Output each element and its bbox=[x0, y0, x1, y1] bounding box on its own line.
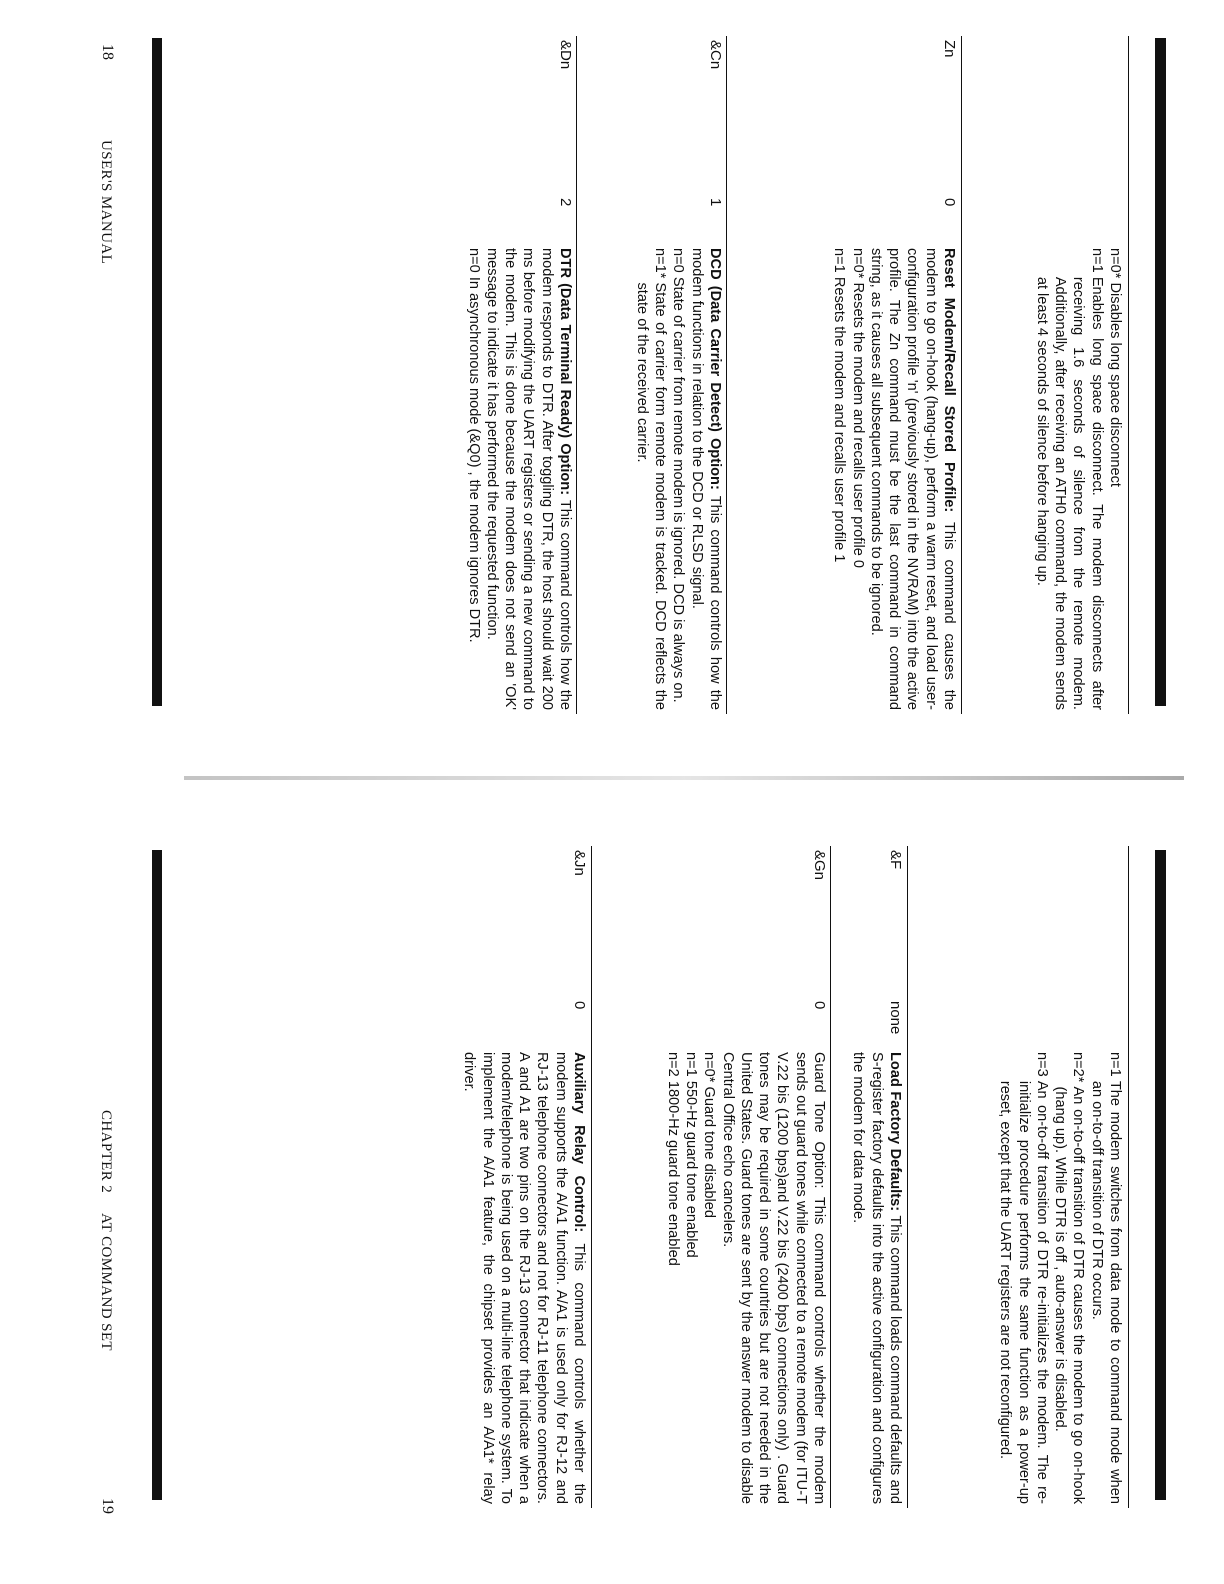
rule-zn bbox=[961, 36, 962, 714]
gutter-shadow bbox=[184, 776, 1184, 780]
page-footer: CHAPTER 2 AT COMMAND SET bbox=[98, 1110, 114, 1351]
continuation-18 bbox=[1033, 248, 1124, 710]
rule-dn bbox=[576, 36, 577, 714]
option-row: n=0 In asynchronous mode (&Q0) , the modem ignores DTR. bbox=[465, 248, 482, 643]
command-body: This command controls how the modem responds to DTR. After toggling DTR, the host should wait 200 ms before modifying the UART registers or sending a new command to the modem. This is done because the modem does not send an 'OK' message to indicate it has performed the requested function. bbox=[483, 248, 573, 710]
command-default: none bbox=[887, 1001, 904, 1035]
option-key: n=1 bbox=[1088, 248, 1105, 273]
page-18 bbox=[0, 0, 1224, 790]
command-description bbox=[830, 248, 958, 710]
option-row: n=2* An on-to-off transition of DTR causes the modem to go on-hook (hang up). While DTR is off , auto-answer is disabled. bbox=[1052, 1052, 1087, 1504]
command-body: Guard Tone Option: This command controls whether the modem sends out guard tones while connected to a remote modem (for ITU-T V.22 bis (1200 bps)and V.22 bis (2400 bps) connections only) . Guard tones may be required in some countries but are not needed in the United States. Guard tones are sent by the answer modem to disable Central Office echo cancelers. bbox=[719, 1052, 827, 1504]
option-row: n=1* State of carrier form remote modem is tracked. DCD reflects the state of the received carrier. bbox=[633, 248, 669, 710]
command-default: 0 bbox=[571, 1001, 588, 1010]
option-row: n=2 1800-Hz guard tone enabled bbox=[664, 1052, 681, 1266]
rule-gn bbox=[830, 846, 831, 1508]
option-row: n=0* Guard tone disabled bbox=[701, 1052, 718, 1218]
table-top-rule-18 bbox=[1128, 36, 1129, 714]
table-top-rule-19 bbox=[1128, 846, 1129, 1508]
command-description bbox=[464, 248, 574, 710]
command-body: This command causes the modem to go on-hook (hang-up), perform a warm reset, and load user-configuration profile 'n' (previously stored in the NVRAM) into the active profile. The Zn command must be the last command in command string, as it causes all subsequent commands to be ignored. bbox=[867, 248, 957, 710]
page-number: 19 bbox=[99, 1498, 116, 1514]
rule-cn bbox=[726, 36, 727, 714]
page-18-thick-bar-bottom bbox=[152, 38, 162, 706]
command-description bbox=[663, 1052, 828, 1504]
command-body: This command controls how the modem functions in relation to the DCD or RLSD signal. bbox=[688, 248, 723, 711]
command-code: &Cn bbox=[707, 40, 724, 70]
rule-f bbox=[907, 846, 908, 1508]
continuation-19 bbox=[996, 1052, 1124, 1504]
page-19 bbox=[0, 820, 1224, 1584]
command-description bbox=[460, 1052, 588, 1504]
command-title: Reset Modem/Recall Stored Profile: bbox=[941, 248, 957, 513]
page-footer: USER'S MANUAL bbox=[98, 140, 114, 265]
command-title: DCD (Data Carrier Detect) Option: bbox=[707, 248, 723, 490]
page-19-thick-bar bbox=[1155, 850, 1166, 1500]
command-body: This command controls whether the modem supports the A/A1 function. A/A1 is used only for RJ-12 and RJ-13 telephone connectors and not for RJ-11 telephone connectors. A and A1 are two pins on the RJ-13 connector that indicate when a modem/telephone is being used on a multi-line telephone system. To implement the A/A1 feature, the chipset provides an A/A1* relay driver. bbox=[461, 1052, 587, 1505]
command-code: &Dn bbox=[557, 40, 574, 70]
command-title: Auxiliary Relay Control: bbox=[571, 1052, 587, 1233]
rule-jn bbox=[591, 846, 592, 1508]
command-code: &Jn bbox=[571, 850, 588, 876]
command-code: &Gn bbox=[811, 850, 828, 881]
command-code: &F bbox=[887, 850, 904, 870]
page-18-thick-bar bbox=[1155, 38, 1166, 706]
option-text: Enables long space disconnect. The modem disconnects after receiving 1.6 seconds of silence from the remote modem. Additionally, after receiving an ATH0 command, the modem sends at least 4 seconds of silence before hanging up. bbox=[1033, 276, 1105, 710]
command-description bbox=[849, 1052, 904, 1504]
command-default: 1 bbox=[707, 198, 724, 207]
option-row bbox=[1106, 248, 1124, 710]
page-number: 18 bbox=[99, 44, 116, 60]
option-row: n=1 The modem switches from data mode to command mode when an on-to-off transition of DTR occurs. bbox=[1088, 1052, 1123, 1504]
option-row: n=3 An on-to-off transition of DTR re-initializes the modem. The re-initialize procedure performs the same function as a power-up reset, except that the UART registers are not reconfigured. bbox=[997, 1052, 1050, 1504]
command-default: 0 bbox=[941, 198, 958, 207]
page-19-thick-bar-bottom bbox=[152, 850, 162, 1500]
command-default: 0 bbox=[811, 1001, 828, 1010]
option-row: n=1 Resets the modem and recalls user profile 1 bbox=[831, 248, 848, 563]
option-key: n=0* bbox=[1107, 248, 1123, 279]
command-default: 2 bbox=[557, 198, 574, 207]
command-title: Load Factory Defaults: bbox=[887, 1052, 903, 1212]
option-row: n=1 550-Hz guard tone enabled bbox=[682, 1052, 699, 1258]
option-text: Disables long space disconnect bbox=[1107, 282, 1123, 487]
command-description bbox=[633, 248, 724, 710]
option-row: n=0* Resets the modem and recalls user profile 0 bbox=[849, 248, 866, 569]
command-code: Zn bbox=[941, 40, 958, 58]
command-body: This command loads command defaults and S-register factory defaults into the active configuration and configures the modem for data mode. bbox=[850, 1052, 903, 1504]
option-row: n=0 State of carrier from remote modem is ignored. DCD is always on. bbox=[670, 248, 687, 703]
option-row bbox=[1033, 248, 1106, 710]
command-title: DTR (Data Terminal Ready) Option: bbox=[557, 248, 573, 496]
